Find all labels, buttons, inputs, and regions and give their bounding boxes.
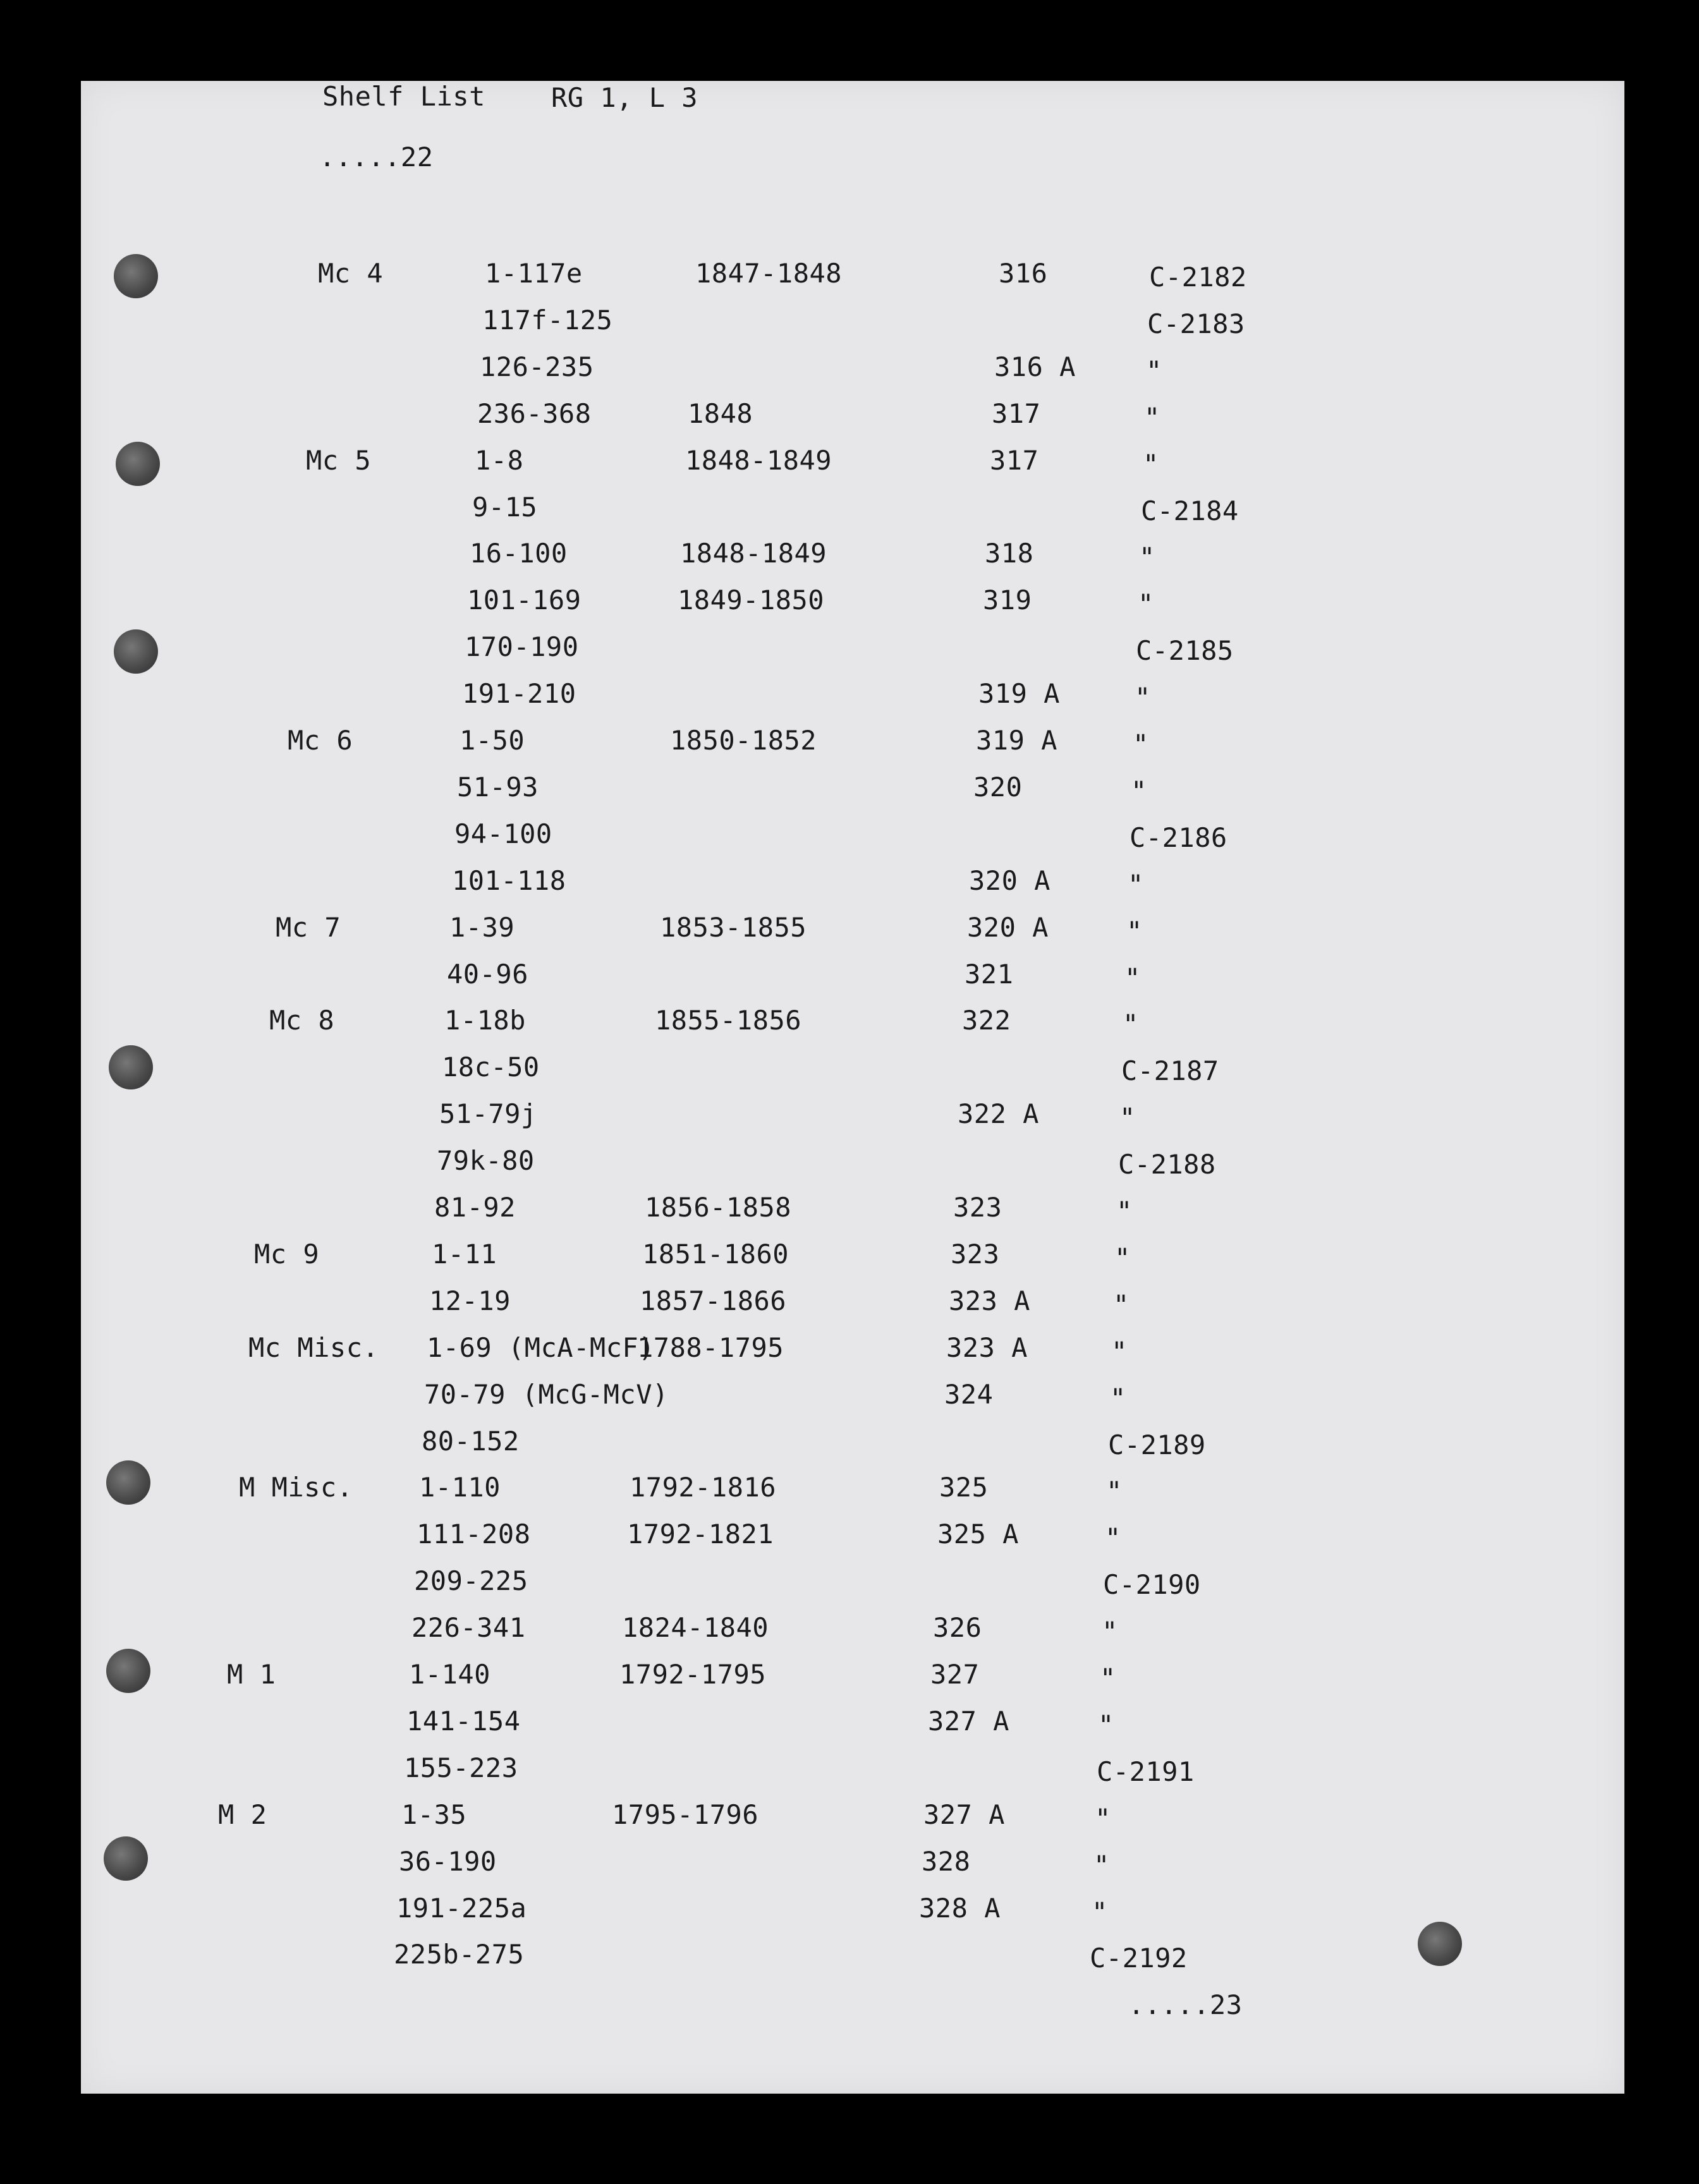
row-range: 9-15: [472, 492, 538, 523]
row-range: 16-100: [470, 538, 568, 569]
continued-to: .....23: [1128, 1989, 1243, 2020]
row-range: 79k-80: [437, 1145, 535, 1176]
row-series: M 2: [218, 1799, 267, 1830]
row-ref: ": [1138, 588, 1154, 619]
row-ref: C-2190: [1103, 1569, 1201, 1600]
row-dates: 1792-1816: [630, 1472, 777, 1503]
row-series: Mc Misc.: [248, 1332, 379, 1363]
row-range: 1-8: [475, 445, 524, 476]
row-range: 1-140: [409, 1659, 490, 1690]
row-dates: 1847-1848: [695, 258, 843, 289]
row-ref: C-2184: [1141, 495, 1239, 526]
row-volume: 325 A: [937, 1519, 1019, 1550]
row-volume: 321: [965, 959, 1014, 990]
row-range: 1-35: [401, 1799, 467, 1830]
row-volume: 316 A: [994, 351, 1076, 382]
row-ref: ": [1098, 1709, 1114, 1740]
row-ref: ": [1123, 1009, 1139, 1040]
row-ref: C-2182: [1149, 262, 1247, 293]
row-ref: ": [1128, 869, 1144, 900]
row-range: 1-11: [432, 1239, 497, 1270]
row-series: Mc 7: [276, 912, 341, 943]
row-volume: 324: [944, 1379, 994, 1410]
row-volume: 319 A: [978, 678, 1060, 709]
row-dates: 1792-1795: [619, 1659, 767, 1690]
row-series: Mc 6: [288, 725, 353, 756]
row-range: 117f-125: [482, 305, 613, 336]
row-volume: 326: [933, 1612, 982, 1643]
row-volume: 316: [999, 258, 1048, 289]
row-range: 101-169: [467, 585, 582, 616]
row-ref: C-2191: [1097, 1756, 1195, 1787]
punch-hole: [114, 629, 158, 674]
row-dates: 1795-1796: [612, 1799, 759, 1830]
row-dates: 1853-1855: [660, 912, 807, 943]
row-volume: 317: [992, 398, 1041, 429]
row-range: 101-118: [452, 865, 566, 896]
header-title: Shelf List: [322, 81, 485, 112]
row-range: 1-18b: [444, 1005, 526, 1036]
row-dates: 1856-1858: [645, 1192, 792, 1223]
row-volume: 323 A: [946, 1332, 1028, 1363]
row-ref: ": [1119, 1102, 1136, 1133]
row-volume: 323: [953, 1192, 1002, 1223]
row-volume: 322 A: [958, 1098, 1039, 1129]
row-ref: ": [1105, 1522, 1121, 1553]
row-range: 81-92: [434, 1192, 516, 1223]
row-volume: 322: [962, 1005, 1011, 1036]
row-range: 155-223: [404, 1752, 518, 1783]
row-range: 126-235: [480, 351, 594, 382]
row-ref: ": [1116, 1196, 1133, 1227]
row-ref: ": [1144, 402, 1160, 433]
row-dates: 1792-1821: [627, 1519, 774, 1550]
row-series: M Misc.: [239, 1472, 353, 1503]
row-dates: 1824-1840: [622, 1612, 769, 1643]
row-ref: ": [1146, 355, 1162, 386]
punch-hole: [114, 254, 158, 298]
row-ref: ": [1092, 1896, 1108, 1927]
row-range: 1-69 (McA-McF): [427, 1332, 655, 1363]
row-volume: 323 A: [949, 1285, 1030, 1316]
row-ref: ": [1124, 962, 1141, 993]
row-ref: ": [1095, 1803, 1111, 1834]
row-ref: C-2183: [1147, 308, 1245, 339]
row-volume: 317: [990, 445, 1039, 476]
row-ref: ": [1126, 916, 1143, 947]
punch-hole: [104, 1836, 148, 1881]
row-volume: 319 A: [976, 725, 1057, 756]
row-dates: 1848-1849: [680, 538, 827, 569]
row-ref: ": [1110, 1383, 1126, 1414]
continued-from: .....22: [319, 142, 434, 173]
punch-hole: [109, 1045, 153, 1089]
row-ref: ": [1135, 682, 1151, 713]
row-ref: ": [1102, 1616, 1118, 1647]
row-dates: 1788-1795: [637, 1332, 784, 1363]
row-ref: C-2189: [1108, 1429, 1206, 1460]
row-range: 18c-50: [442, 1052, 540, 1083]
row-ref: ": [1131, 775, 1147, 806]
row-volume: 319: [983, 585, 1032, 616]
row-ref: ": [1106, 1476, 1123, 1507]
row-dates: 1849-1850: [678, 585, 825, 616]
row-volume: 327 A: [923, 1799, 1005, 1830]
row-range: 191-210: [462, 678, 576, 709]
document-page: [81, 81, 1624, 2094]
row-range: 1-39: [449, 912, 515, 943]
row-ref: ": [1133, 729, 1149, 760]
row-ref: C-2185: [1136, 635, 1234, 666]
row-series: Mc 8: [269, 1005, 335, 1036]
row-ref: ": [1111, 1336, 1128, 1367]
row-series: M 1: [227, 1659, 276, 1690]
row-volume: 325: [939, 1472, 989, 1503]
row-range: 225b-275: [394, 1939, 525, 1970]
row-volume: 327: [930, 1659, 980, 1690]
row-range: 36-190: [399, 1846, 497, 1877]
row-ref: ": [1113, 1289, 1130, 1320]
row-range: 236-368: [477, 398, 592, 429]
row-range: 1-117e: [485, 258, 583, 289]
row-dates: 1850-1852: [670, 725, 817, 756]
row-range: 191-225a: [396, 1893, 527, 1924]
row-range: 209-225: [414, 1565, 528, 1596]
row-series: Mc 5: [306, 445, 372, 476]
row-ref: ": [1114, 1242, 1131, 1273]
row-volume: 320 A: [967, 912, 1049, 943]
row-range: 70-79 (McG-McV): [424, 1379, 669, 1410]
punch-hole: [1418, 1922, 1462, 1966]
row-volume: 318: [985, 538, 1034, 569]
row-range: 1-50: [460, 725, 525, 756]
row-dates: 1848: [688, 398, 753, 429]
row-range: 12-19: [429, 1285, 511, 1316]
row-ref: C-2192: [1090, 1943, 1188, 1974]
row-range: 170-190: [465, 631, 579, 662]
row-ref: ": [1139, 542, 1155, 573]
row-dates: 1857-1866: [640, 1285, 787, 1316]
row-range: 51-93: [457, 772, 539, 803]
row-range: 80-152: [422, 1426, 520, 1457]
row-volume: 320: [973, 772, 1023, 803]
punch-hole: [106, 1460, 150, 1505]
row-ref: ": [1143, 449, 1159, 480]
row-volume: 328: [922, 1846, 971, 1877]
row-volume: 328 A: [919, 1893, 1001, 1924]
row-range: 141-154: [406, 1706, 521, 1737]
row-series: Mc 4: [318, 258, 384, 289]
row-ref: ": [1100, 1663, 1116, 1694]
row-range: 40-96: [447, 959, 528, 990]
row-ref: C-2186: [1130, 822, 1227, 853]
row-range: 51-79j: [439, 1098, 537, 1129]
row-dates: 1851-1860: [642, 1239, 789, 1270]
punch-hole: [116, 442, 160, 486]
row-ref: C-2187: [1121, 1055, 1219, 1086]
row-ref: ": [1093, 1850, 1110, 1881]
row-volume: 320 A: [969, 865, 1050, 896]
row-volume: 323: [951, 1239, 1000, 1270]
row-series: Mc 9: [254, 1239, 320, 1270]
record-group: RG 1, L 3: [551, 82, 698, 113]
row-volume: 327 A: [928, 1706, 1009, 1737]
row-range: 94-100: [454, 818, 552, 849]
row-range: 226-341: [411, 1612, 526, 1643]
row-range: 1-110: [419, 1472, 501, 1503]
punch-hole: [106, 1649, 150, 1693]
row-ref: C-2188: [1118, 1149, 1216, 1180]
row-range: 111-208: [417, 1519, 531, 1550]
row-dates: 1855-1856: [655, 1005, 802, 1036]
row-dates: 1848-1849: [685, 445, 832, 476]
